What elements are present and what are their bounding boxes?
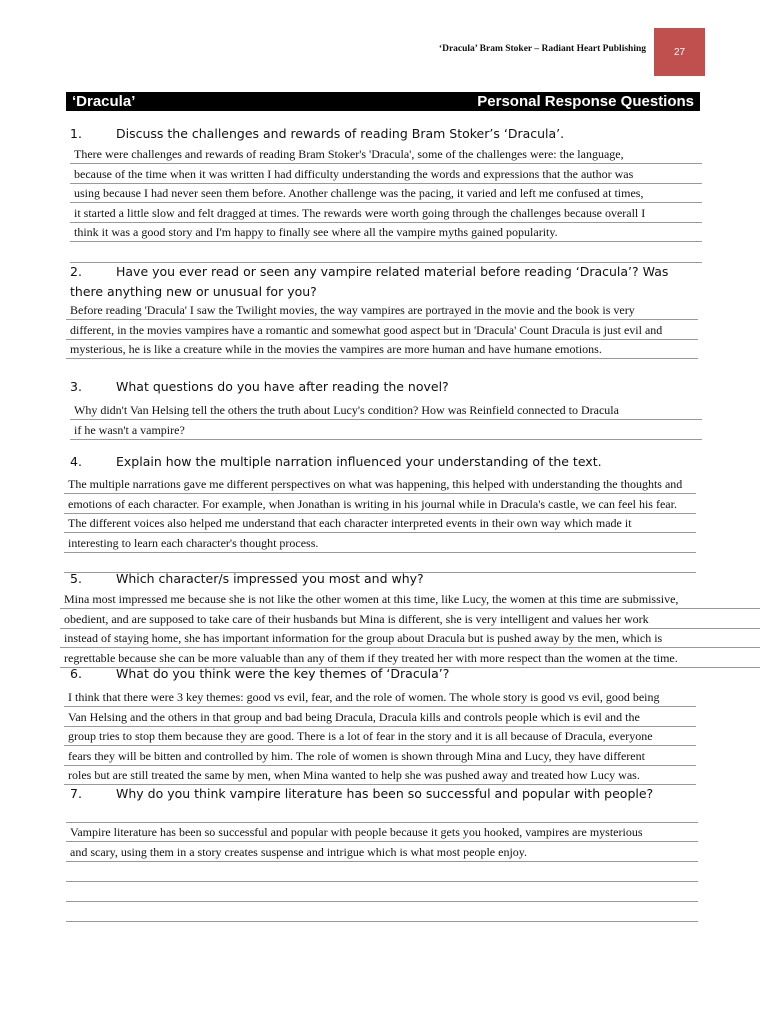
answer-line: because of the time when it was written I had difficulty understanding the words and expressions that the author was xyxy=(70,165,702,184)
page-number: 27 xyxy=(673,46,686,58)
answer-line: roles but are still treated the same by men, when Mina wanted to help she was pushed away and treated how Lucy was. xyxy=(64,766,696,785)
answer-line: The different voices also helped me understand that each character interpreted events in their own way which made it xyxy=(64,514,696,533)
answer-line: using because I had never seen them before. Another challenge was the pacing, it varied and left me confused at times, xyxy=(70,184,702,203)
answer-line: Before reading 'Dracula' I saw the Twilight movies, the way vampires are portrayed in the movie and the book is very xyxy=(66,301,698,320)
answer-2 xyxy=(66,301,698,360)
answer-6 xyxy=(64,688,696,786)
question-text: Explain how the multiple narration influenced your understanding of the text. xyxy=(116,454,602,469)
answer-blank-line xyxy=(70,243,702,263)
answer-1 xyxy=(70,145,702,263)
answer-line: regrettable because she can be more valuable than any of them if they treated her with more respect than the women at the time. xyxy=(60,649,760,668)
answer-line: interesting to learn each character's thought process. xyxy=(64,534,696,553)
question-7 xyxy=(70,784,710,804)
answer-line: Mina most impressed me because she is not like the other women at this time, like Lucy, the women at this time are submissive, xyxy=(60,590,760,609)
answer-7 xyxy=(66,803,698,922)
question-2 xyxy=(70,262,710,302)
answer-line: The multiple narrations gave me different perspectives on what was happening, this helped with understanding the thoughts and xyxy=(64,475,696,494)
answer-blank-line xyxy=(66,902,698,922)
question-text: What do you think were the key themes of ‘Dracula’? xyxy=(116,666,450,681)
question-number: 2. xyxy=(70,264,82,279)
answer-line: it started a little slow and felt dragged at times. The rewards were worth going through the challenges because overall I xyxy=(70,204,702,223)
answer-line: I think that there were 3 key themes: good vs evil, fear, and the role of women. The whole story is good vs evil, good being xyxy=(64,688,696,707)
answer-line: and scary, using them in a story creates suspense and intrigue which is what most people enjoy. xyxy=(66,843,698,862)
question-3 xyxy=(70,377,710,397)
section-title-bar xyxy=(66,92,700,111)
section-title: Personal Response Questions xyxy=(477,93,694,110)
answer-line: Vampire literature has been so successful and popular with people because it gets you hooked, vampires are mysterious xyxy=(66,823,698,842)
question-number: 6. xyxy=(70,666,82,681)
page-number-badge xyxy=(654,28,705,76)
question-number: 5. xyxy=(70,571,82,586)
question-text-continued: there anything new or unusual for you? xyxy=(70,284,317,299)
book-title: ‘Dracula’ xyxy=(72,93,136,110)
answer-line: group tries to stop them because they are good. There is a lot of fear in the story and it is all because of Dracula, everyone xyxy=(64,727,696,746)
question-1 xyxy=(70,124,710,144)
answer-line: if he wasn't a vampire? xyxy=(70,421,702,440)
question-text: Which character/s impressed you most and why? xyxy=(116,571,424,586)
answer-line: different, in the movies vampires have a romantic and somewhat good aspect but in 'Dracula' Count Dracula is just evil and xyxy=(66,321,698,340)
answer-blank-line xyxy=(66,862,698,882)
answer-line: Why didn't Van Helsing tell the others the truth about Lucy's condition? How was Reinfield connected to Dracula xyxy=(70,401,702,420)
answer-line: mysterious, he is like a creature while in the movies the vampires are more human and have humane emotions. xyxy=(66,340,698,359)
answer-blank-line xyxy=(66,882,698,902)
answer-line: think it was a good story and I'm happy to finally see where all the vampire myths gained popularity. xyxy=(70,223,702,242)
answer-blank-line xyxy=(66,803,698,823)
question-number: 4. xyxy=(70,454,82,469)
answer-5 xyxy=(60,590,760,668)
question-6 xyxy=(70,664,710,684)
question-text: Why do you think vampire literature has been so successful and popular with people? xyxy=(116,786,654,801)
question-number: 7. xyxy=(70,786,82,801)
question-text: What questions do you have after reading the novel? xyxy=(116,379,449,394)
answer-line: fears they will be bitten and controlled by him. The role of women is shown through Mina and Lucy, they have different xyxy=(64,747,696,766)
question-5 xyxy=(70,569,710,589)
question-number: 3. xyxy=(70,379,82,394)
question-text: Have you ever read or seen any vampire related material before reading ‘Dracula’? Was xyxy=(116,264,669,279)
answer-line: emotions of each character. For example, when Jonathan is writing in his journal while in Dracula's castle, we can feel his fear. xyxy=(64,495,696,514)
question-4 xyxy=(70,452,710,472)
answer-line: There were challenges and rewards of reading Bram Stoker's 'Dracula', some of the challenges were: the language, xyxy=(70,145,702,164)
question-text: Discuss the challenges and rewards of reading Bram Stoker’s ‘Dracula’. xyxy=(116,126,565,141)
question-number: 1. xyxy=(70,126,82,141)
answer-line: Van Helsing and the others in that group and bad being Dracula, Dracula kills and controls people which is evil and the xyxy=(64,708,696,727)
answer-line: instead of staying home, she has important information for the group about Dracula but is pushed away by the men, which is xyxy=(60,629,760,648)
answer-line: obedient, and are supposed to take care of their husbands but Mina is different, she is very intelligent and values her work xyxy=(60,610,760,629)
answer-3 xyxy=(70,401,702,440)
running-header: ‘Dracula’ Bram Stoker – Radiant Heart Publishing xyxy=(438,44,646,54)
answer-4 xyxy=(64,475,696,573)
